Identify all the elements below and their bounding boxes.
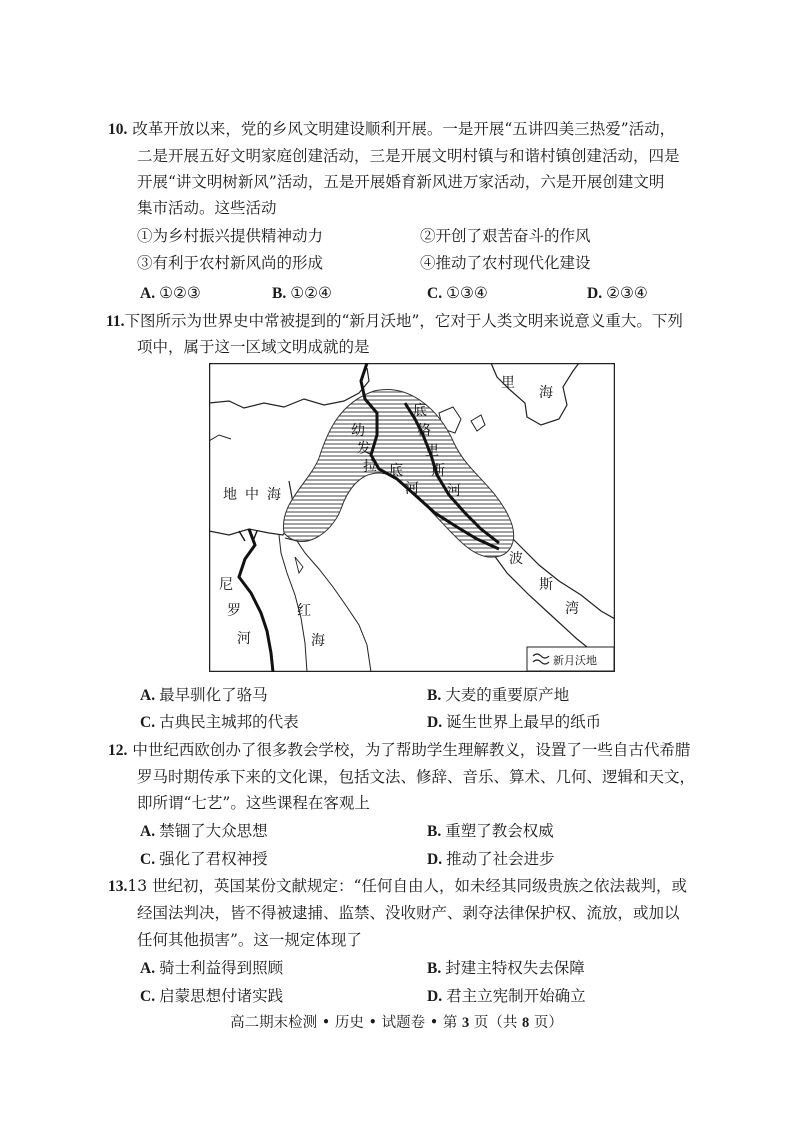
map-label-gulf-2: 斯: [539, 577, 553, 593]
q10-statement-1: ①为乡村振兴提供精神动力: [137, 227, 324, 245]
page-footer: 高二期末检测 • 历史 • 试题卷 • 第 3 页（共 8 页）: [230, 1015, 563, 1031]
map-label-nile-2: 罗: [227, 603, 241, 619]
map-label-tigris-5: 河: [447, 483, 461, 499]
q11-line-1: 11.下图所示为世界史中常被提到的“新月沃地”，它对于人类文明来说意义重大。下列: [106, 312, 683, 330]
map-label-euphrates-4: 底: [389, 463, 403, 479]
map-label-med-3: 海: [267, 487, 281, 503]
map-label-euphrates-3: 拉: [363, 459, 377, 475]
map-label-tigris-1: 底: [413, 403, 427, 419]
q13-option-b[interactable]: B. 封建主特权失去保障: [427, 959, 585, 977]
q10-line-1: 10. 改革开放以来，党的乡风文明建设顺利开展。一是开展“五讲四美三热爱”活动，: [108, 120, 676, 138]
q12-number: 12.: [108, 742, 128, 759]
map-label-nile-3: 河: [237, 631, 251, 647]
q10-line-2: 二是开展五好文明家庭创建活动，三是开展文明村镇与和谐村镇创建活动，四是: [137, 147, 680, 165]
q11-line-2: 项中，属于这一区域文明成就的是: [137, 338, 370, 356]
q12-option-d[interactable]: D. 推动了社会进步: [427, 850, 555, 868]
q13-line-3: 任何其他损害”。这一规定体现了: [137, 931, 362, 949]
map-label-caspian-1: 里: [501, 375, 515, 391]
q13-option-a[interactable]: A. 骑士利益得到照顾: [140, 959, 284, 977]
q11-option-a[interactable]: A. 最早驯化了骆马: [140, 686, 268, 704]
map-label-euphrates-5: 河: [405, 481, 419, 497]
q11-number: 11.: [106, 313, 125, 330]
map-label-euphrates-1: 幼: [351, 423, 365, 439]
q13-line-2: 经国法判决，皆不得被逮捕、监禁、没收财产、剥夺法律保护权、流放，或加以: [137, 904, 680, 922]
q12-option-a[interactable]: A. 禁锢了大众思想: [140, 822, 268, 840]
map-label-gulf-1: 波: [509, 551, 523, 567]
q11-option-b[interactable]: B. 大麦的重要原产地: [427, 686, 570, 704]
map-label-tigris-2: 格: [417, 423, 431, 439]
q10-statement-2: ②开创了艰苦奋斗的作风: [420, 227, 591, 245]
q11-option-c[interactable]: C. 古典民主城邦的代表: [140, 713, 299, 731]
map-label-euphrates-2: 发: [357, 441, 371, 457]
fertile-crescent-map: [209, 363, 615, 672]
map-legend-label: 新月沃地: [553, 654, 597, 667]
page-number: 3: [462, 1015, 470, 1031]
q10-option-a[interactable]: A. ①②③: [140, 284, 201, 302]
q12-option-c[interactable]: C. 强化了君权神授: [140, 850, 268, 868]
q10-line-4: 集市活动。这些活动: [137, 199, 277, 217]
q10-statement-4: ④推动了农村现代化建设: [420, 254, 591, 272]
q10-option-d[interactable]: D. ②③④: [587, 284, 648, 302]
map-label-gulf-3: 湾: [565, 601, 579, 617]
page-total: 8: [522, 1015, 530, 1031]
q12-line-3: 即所谓“七艺”。这些课程在客观上: [137, 794, 370, 812]
map-label-tigris-4: 斯: [431, 463, 445, 479]
q12-option-b[interactable]: B. 重塑了教会权威: [427, 822, 554, 840]
q13-option-d[interactable]: D. 君主立宪制开始确立: [427, 987, 586, 1005]
map-label-med-2: 中: [245, 487, 259, 503]
q10-option-b[interactable]: B. ①②④: [272, 284, 332, 302]
map-label-nile-1: 尼: [219, 577, 233, 593]
q10-number: 10.: [108, 121, 128, 138]
q12-line-1: 12. 中世纪西欧创办了很多教会学校，为了帮助学生理解教义，设置了一些自古代希腊: [108, 741, 691, 759]
map-label-redsea-2: 海: [311, 633, 325, 649]
q13-option-c[interactable]: C. 启蒙思想付诸实践: [140, 987, 284, 1005]
q10-statement-3: ③有利于农村新风尚的形成: [137, 254, 324, 272]
q13-number: 13.: [108, 878, 128, 895]
map-label-tigris-3: 里: [425, 443, 439, 459]
q13-line-1: 13.13 世纪初，英国某份文献规定：“任何自由人，如未经其同级贵族之依法裁判，或: [108, 877, 687, 895]
q12-line-2: 罗马时期传承下来的文化课，包括文法、修辞、音乐、算术、几何、逻辑和天文，: [137, 768, 696, 786]
map-label-redsea-1: 红: [297, 603, 311, 619]
map-label-med-1: 地: [223, 487, 237, 503]
map-label-caspian-2: 海: [539, 385, 553, 401]
q10-option-c[interactable]: C. ①③④: [427, 284, 488, 302]
q11-option-d[interactable]: D. 诞生世界上最早的纸币: [427, 713, 602, 731]
q10-line-3: 开展“讲文明树新风”活动，五是开展婚育新风进万家活动，六是开展创建文明: [137, 173, 665, 191]
